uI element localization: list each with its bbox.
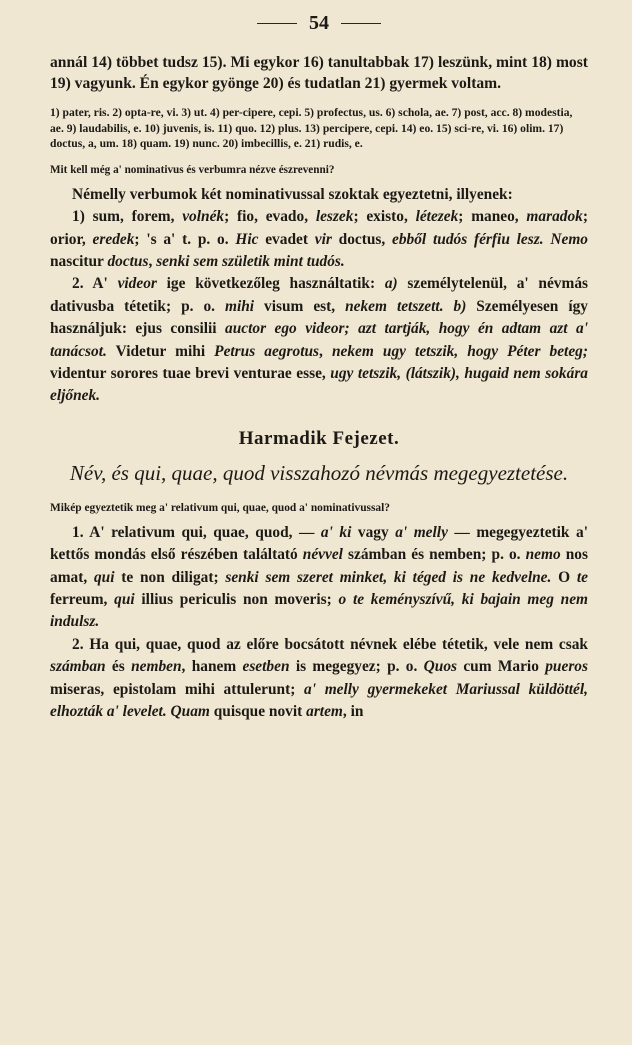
italic-run: leszek (315, 208, 354, 226)
text-run: ; existo, (353, 208, 416, 226)
italic-run: névvel (302, 546, 343, 564)
italic-run: Nemo (550, 230, 588, 248)
italic-run: Quam (170, 703, 210, 721)
paragraph-rule-1 (50, 206, 588, 273)
italic-run: artem (306, 703, 343, 721)
text-run: — megegyeztetik a' kettős mondás első részében találtató (50, 523, 588, 564)
paragraph-nemelly (50, 184, 588, 206)
italic-run: ugy tetszik, (látszik), hugaid nem sokára eljőnek. (50, 365, 589, 405)
text-run: és (105, 658, 132, 676)
section-question-2: Mikép egyeztetik meg a' relativum qui, quae, quod a' nominativussal? (50, 501, 390, 514)
paragraph-rule-2 (50, 273, 588, 407)
text-run: ; maneo, (458, 208, 527, 226)
chapter-subtitle: Név, és qui, quae, quod visszahozó névmás megegyeztetése. (69, 460, 569, 485)
text-run: illius periculis non moveris; (134, 591, 339, 609)
chapter-title: Harmadik Fejezet. (238, 427, 400, 449)
text-run: 2. Ha qui, quae, quod az előre bocsátott névnek elébe tétetik, vele nem csak (72, 635, 588, 653)
italic-run: pueros (545, 658, 588, 676)
italic-run: te (576, 568, 588, 586)
italic-run: nemo (525, 546, 561, 564)
italic-run: nekem ugy tetszik, hogy Péter beteg; (331, 342, 588, 360)
italic-run: auctor ego videor; azt tartják, hogy én adtam azt a' tanácsot. (50, 320, 588, 360)
italic-run: videor (117, 275, 157, 293)
italic-run: Quos (423, 658, 458, 676)
text-run: vagy (351, 523, 396, 541)
page-header (50, 6, 588, 40)
text-run: cum Mario (457, 658, 546, 676)
italic-run: Petrus aegrotus (214, 342, 320, 360)
paragraph-relativum-2 (50, 634, 588, 724)
italic-run: a' ki (320, 523, 352, 541)
italic-run: nekem tetszett. b) (345, 297, 467, 315)
text-run: O (551, 568, 577, 586)
text-run: , (148, 253, 157, 270)
text-run: is megegyez; p. o. (289, 658, 424, 676)
text-run: Videtur mihi (106, 342, 215, 360)
text-run: ; fio, evado, (224, 208, 316, 226)
vocabulary-notes: 1) pater, ris. 2) opta-re, vi. 3) ut. 4) per-cipere, cepi. 5) profectus, us. 6) schola, ae. 7) post, acc. 8) modestia, ae. 9) laudabilis, e. 10) juvenis, is. 11) quo. 12) plus. 13) percipere, cepi. 14) eo. 15) sci-re, vi. 16) olim. 17) doctus, a, um. 18) quam. 19) nunc. 20) imbecillis, e. 21) rudis, e. (50, 106, 573, 151)
italic-run: maradok (526, 208, 583, 226)
text-run: ige következőleg használtatik: (156, 275, 385, 293)
header-rule-right (341, 23, 381, 24)
italic-run: qui (93, 568, 115, 586)
italic-run: Hic (235, 230, 259, 248)
text-run: 2. A' (72, 275, 118, 293)
text-run: evadet (258, 230, 315, 248)
text-run: nascitur (50, 253, 108, 270)
italic-run: esetben (242, 658, 290, 676)
text-run: számban és nemben; p. o. (342, 546, 526, 564)
page-number: 54 (309, 11, 329, 34)
text-run: ; orior, (50, 208, 588, 248)
text-run: , (319, 342, 332, 360)
text-run: 1. A' relativum qui, quae, quod, — (72, 523, 321, 541)
italic-run: a' melly gyermekeket Mariussal küldöttél, elhozták a' levelet. (50, 680, 589, 721)
italic-run: nemben (131, 658, 182, 676)
italic-run: eredek (92, 230, 135, 248)
italic-run: doctus (107, 253, 149, 270)
text-run: Némelly verbumok két nominativussal szoktak egyeztetni, illyenek: (72, 185, 513, 203)
text-run: ; 's a' t. p. o. (134, 230, 236, 248)
italic-run: a' melly (395, 523, 448, 541)
text-run: quisque novit (209, 703, 307, 721)
italic-run: qui (114, 591, 135, 609)
text-run: videntur sorores tuae brevi venturae esse, (50, 365, 331, 383)
italic-run: vir (314, 230, 332, 248)
text-run: ferreum, (50, 591, 115, 609)
text-run: miseras, epistolam mihi attulerunt; (50, 680, 305, 698)
text-run: visum est, (254, 297, 346, 315)
italic-run: mihi (224, 297, 255, 315)
italic-run: ebből tudós férfiu lesz. (392, 230, 544, 248)
header-rule-left (257, 23, 297, 24)
text-run: nos amat, (50, 546, 588, 586)
italic-run: senki sem születik mint tudós. (156, 253, 345, 270)
text-run: Személyesen így használjuk: ejus consilii (50, 297, 588, 338)
text-run: 1) sum, forem, (72, 208, 183, 226)
italic-run: számban (50, 658, 106, 676)
text-run: , in (342, 703, 364, 721)
paragraph-relativum-1 (50, 522, 588, 634)
italic-run: a) (384, 275, 398, 293)
text-run: te non diligat; (114, 568, 226, 586)
text-run: személytelenül, a' névmás dativusba tétetik; p. o. (50, 275, 589, 315)
text-run: , hanem (181, 658, 243, 676)
italic-run: létezek (415, 208, 459, 226)
section-question: Mit kell még a' nominativus és verbumra nézve észrevenni? (50, 163, 335, 176)
text-run: doctus, (331, 230, 393, 248)
intro-paragraph: annál 14) többet tudsz 15). Mi egykor 16) tanultabbak 17) leszünk, mint 18) most 19) vagyunk. Én egykor gyönge 20) és tudatlan 21) gyermek voltam. (50, 54, 588, 92)
italic-run: volnék (182, 208, 225, 226)
italic-run: o te keményszívű, ki bajain meg nem indulsz. (50, 591, 588, 631)
italic-run: senki sem szeret minket, ki téged is ne kedvelne. (225, 568, 552, 586)
